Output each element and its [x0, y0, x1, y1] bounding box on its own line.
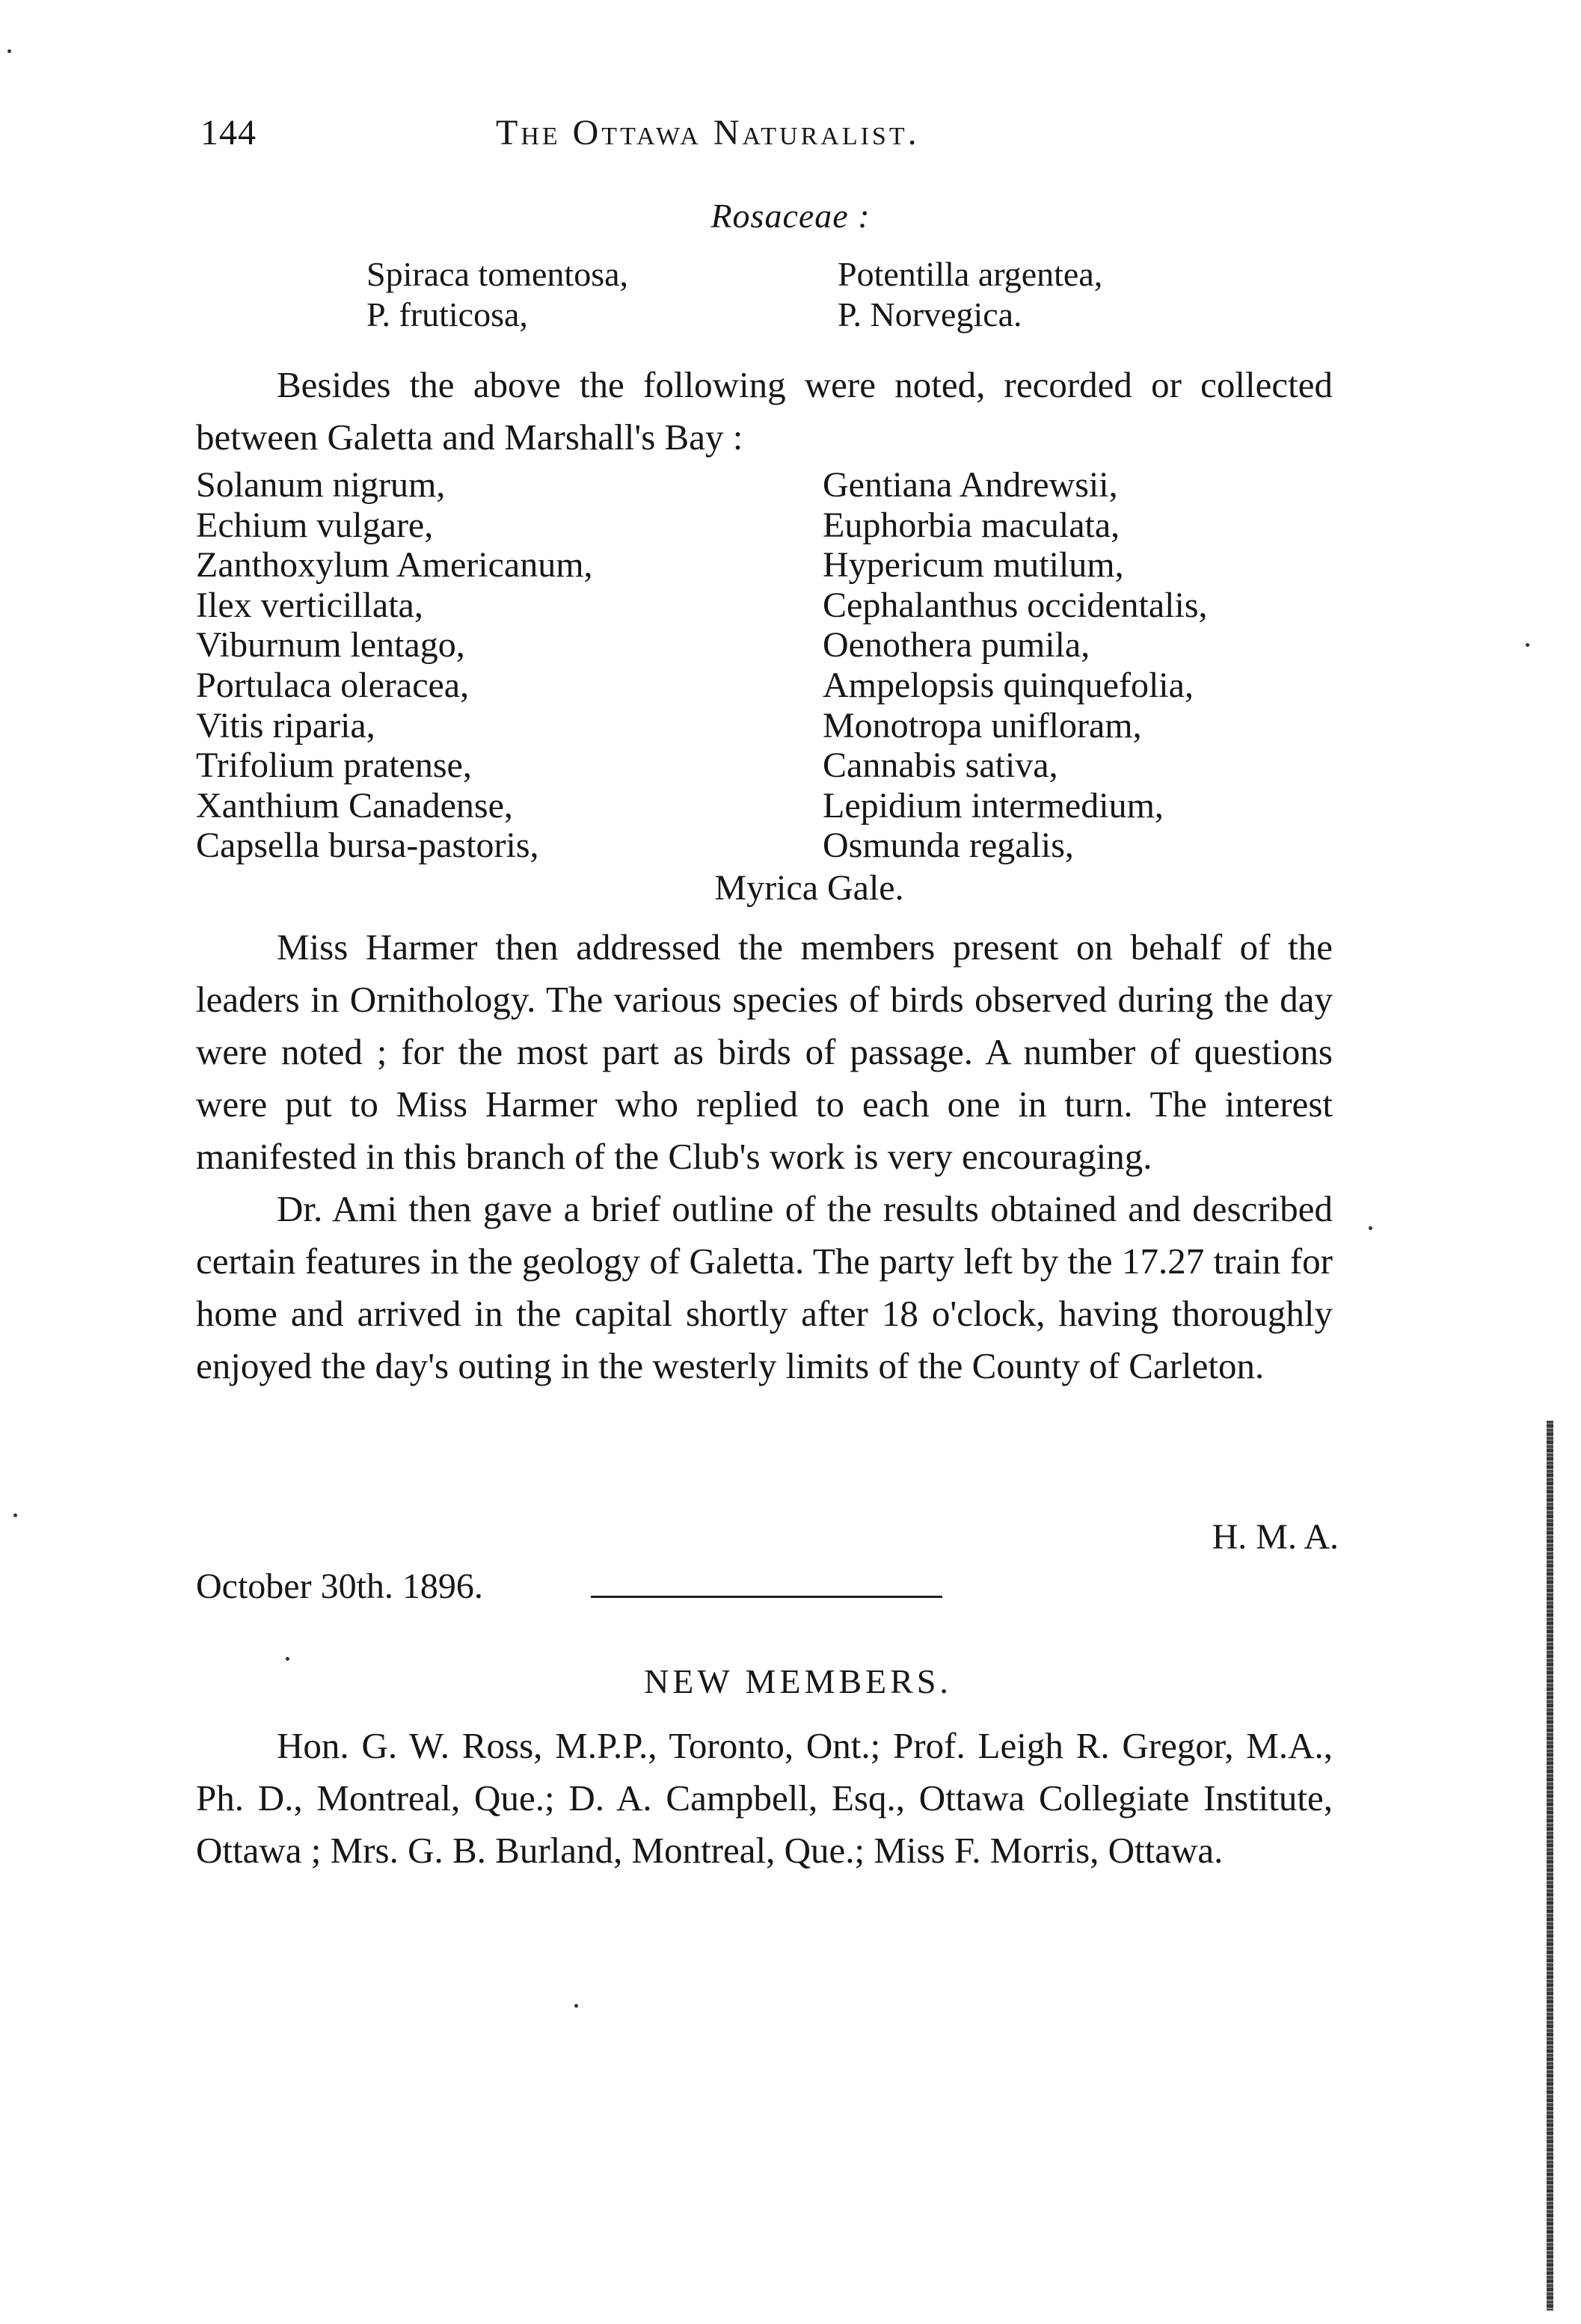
scan-speck	[7, 49, 11, 53]
new-members-paragraph: Hon. G. W. Ross, M.P.P., Toronto, Ont.; Prof. Leigh R. Gregor, M.A., Ph. D., Montreal, Que.; D. A. Campbell, Esq., Ottawa Collegiate Institute, Ottawa ; Mrs. G. B. Burland, Montreal, Que.; Miss F. Morris, Ottawa.	[196, 1725, 1333, 1871]
page-number: 144	[200, 113, 257, 153]
list-item: Capsella bursa-pastoris,	[196, 826, 539, 866]
intro-paragraph: Besides the above the following were noted, recorded or collected between Galetta and Marshall's Bay :	[196, 364, 1333, 458]
list-item: Ampelopsis quinquefolia,	[823, 665, 1194, 705]
list-item: Cannabis sativa,	[823, 746, 1058, 786]
list-item: Zanthoxylum Americanum,	[196, 545, 593, 585]
binding-edge-shadow	[1547, 1421, 1553, 2311]
list-item: Trifolium pratense,	[196, 746, 472, 786]
list-item: Ilex verticillata,	[196, 585, 423, 625]
list-item: P. Norvegica.	[838, 295, 1022, 333]
ornithology-paragraph: Miss Harmer then addressed the members present on behalf of the leaders in Ornithology. The various species of birds observed during the day were noted ; for the most part as birds of passage. A number of questions were put to Miss Harmer who replied to each one in turn. The interest manifested in this branch of the Club's work is very encouraging.	[196, 926, 1333, 1177]
rosaceae-right-column	[838, 254, 1286, 335]
list-item: Monotropa unifloram,	[823, 705, 1142, 746]
scan-speck	[1369, 1226, 1372, 1230]
list-item: Gentiana Andrewsii,	[823, 465, 1118, 505]
body-text	[196, 921, 1333, 1392]
list-item: Viburnum lentago,	[196, 625, 465, 665]
list-item: P. fruticosa,	[366, 295, 528, 333]
scan-speck	[574, 2004, 578, 2008]
list-item: Potentilla argentea,	[838, 255, 1103, 293]
list-item: Cephalanthus occidentalis,	[823, 585, 1208, 625]
list-item: Lepidium intermedium,	[823, 785, 1164, 826]
scan-speck	[286, 1657, 289, 1661]
new-members-block	[196, 1720, 1333, 1877]
rosaceae-left-column	[366, 254, 815, 335]
intro-block	[196, 359, 1333, 464]
scan-speck	[13, 1513, 17, 1517]
rosaceae-heading: Rosaceae :	[710, 197, 871, 235]
running-title: The Ottawa Naturalist.	[496, 113, 920, 153]
scan-speck	[1526, 643, 1529, 647]
signature: H. M. A.	[1212, 1517, 1339, 1557]
species-final-entry: Myrica Gale.	[714, 868, 904, 908]
list-item: Oenothera pumila,	[823, 625, 1090, 665]
new-members-heading: NEW MEMBERS.	[644, 1662, 952, 1700]
list-item: Portulaca oleracea,	[196, 665, 470, 705]
list-item: Euphorbia maculata,	[823, 505, 1120, 545]
list-item: Vitis riparia,	[196, 705, 375, 746]
geology-paragraph: Dr. Ami then gave a brief outline of the results obtained and described certain features in the geology of Galetta. The party left by the 17.27 train for home and arrived in the capital shortly after 18 o'clock, having thoroughly enjoyed the day's outing in the westerly limits of the County of Carleton.	[196, 1188, 1333, 1386]
species-right-column	[823, 465, 1391, 866]
dateline: October 30th. 1896.	[196, 1567, 483, 1606]
section-divider	[591, 1596, 942, 1598]
list-item: Hypericum mutilum,	[823, 545, 1124, 585]
list-item: Osmunda regalis,	[823, 826, 1074, 866]
list-item: Xanthium Canadense,	[196, 785, 513, 826]
species-left-column	[196, 465, 764, 866]
list-item: Spiraca tomentosa,	[366, 255, 629, 293]
list-item: Echium vulgare,	[196, 505, 434, 545]
page-header	[200, 112, 1330, 157]
list-item: Solanum nigrum,	[196, 465, 446, 505]
